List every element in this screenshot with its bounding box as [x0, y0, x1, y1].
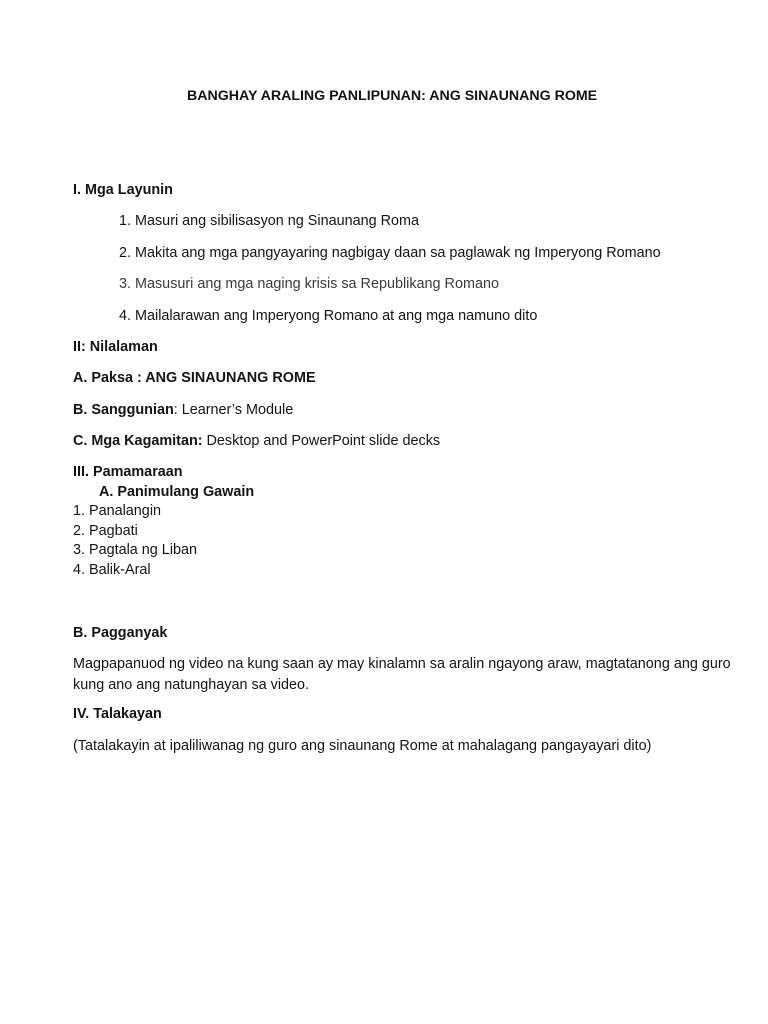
sanggunian-value: : Learner’s Module	[173, 402, 294, 418]
kagamitan-value: Desktop and PowerPoint slide decks	[202, 433, 441, 449]
kagamitan-line	[73, 432, 440, 450]
activity-item: 2. Pagbati	[73, 523, 138, 539]
section-heading-nilalaman: II: Nilalaman	[73, 339, 158, 355]
activity-item: 4. Balik-Aral	[73, 562, 151, 578]
talakayan-paragraph: (Tatalakayin at ipaliliwanag ng guro ang sinaunang Rome at mahalagang pangayayari dito)	[73, 738, 652, 754]
objective-item: 4. Mailalarawan ang Imperyong Romano at ang mga namuno dito	[119, 308, 538, 324]
section-heading-layunin: I. Mga Layunin	[73, 182, 173, 198]
objective-item: 3. Masusuri ang mga naging krisis sa Republikang Romano	[119, 276, 499, 292]
sanggunian-label: B. Sanggunian	[73, 402, 174, 418]
activity-item: 3. Pagtala ng Liban	[73, 542, 198, 558]
sanggunian-line	[73, 401, 293, 419]
objective-item: 2. Makita ang mga pangyayaring nagbigay daan sa paglawak ng Imperyong Romano	[119, 245, 661, 261]
activity-item: 1. Panalangin	[73, 503, 162, 519]
pagganyak-paragraph: Magpapanuod ng video na kung saan ay may kinalamn sa aralin ngayong araw, magtatanong ang guro kung ano ang natunghayan sa video.	[73, 656, 731, 693]
document-title: BANGHAY ARALING PANLIPUNAN: ANG SINAUNANG ROME	[187, 88, 598, 104]
section-heading-talakayan: IV. Talakayan	[73, 706, 162, 722]
kagamitan-label: C. Mga Kagamitan:	[73, 433, 203, 449]
paksa-line: A. Paksa : ANG SINAUNANG ROME	[73, 370, 316, 386]
sub-heading-panimulang-gawain: A. Panimulang Gawain	[99, 484, 255, 500]
section-heading-pamamaraan: III. Pamamaraan	[73, 464, 183, 480]
pagganyak-heading: B. Pagganyak	[73, 625, 168, 641]
objective-item: 1. Masuri ang sibilisasyon ng Sinaunang Roma	[119, 213, 419, 229]
